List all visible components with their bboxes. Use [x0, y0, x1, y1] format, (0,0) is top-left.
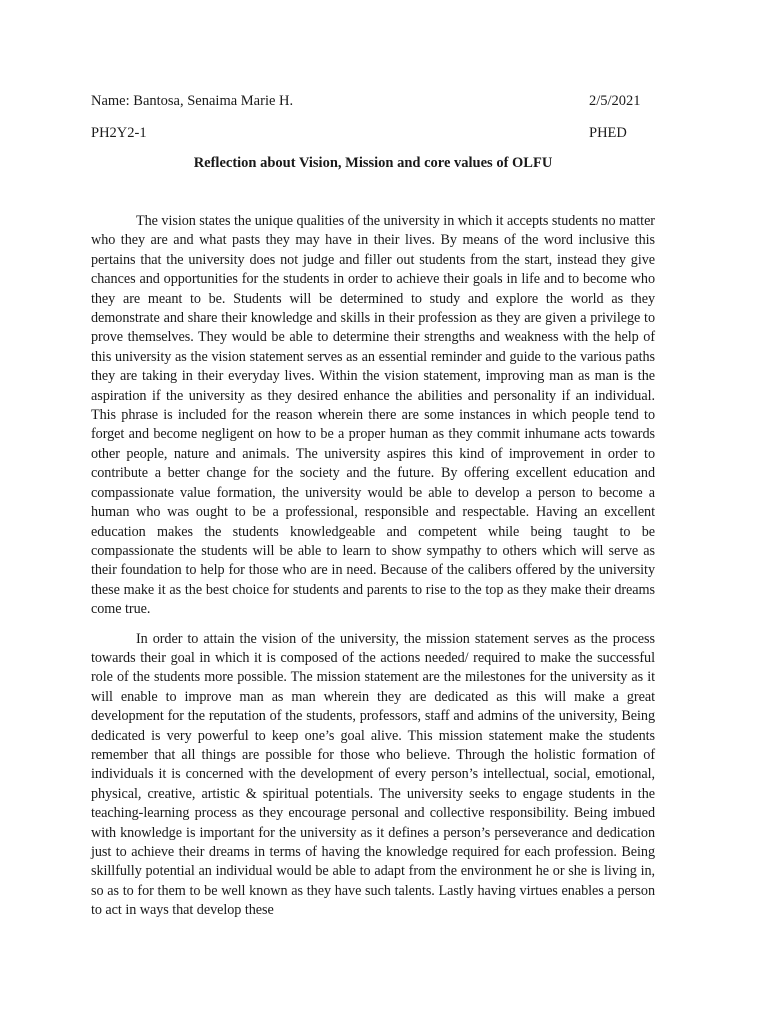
student-name: Name: Bantosa, Senaima Marie H.: [91, 93, 294, 109]
document-date: 2/5/2021: [589, 93, 641, 109]
subject-code: PHED: [589, 125, 627, 141]
paragraph-mission: In order to attain the vision of the university, the mission statement serves as the process towards their goal in which it is composed of the actions needed/ required to make the successful role of the students more possible. The mission statement are the milestones for the university as it will enable to improve man as man wherein they are dedicated as this will make a great development for the reputation of the students, professors, staff and admins of the university, Being dedicated is very powerful to keep one’s goal alive. This mission statement make the students remember that all things are possible for those who believe. Through the holistic formation of individuals it is concerned with the development of every person’s intellectual, social, emotional, physical, creative, artistic & spiritual potentials. The university seeks to engage students in the teaching-learning process as they encourage personal and collective responsibility. Being imbued with knowledge is important for the university as it defines a person’s perseverance and dedication just to achieve their dreams in terms of having the knowledge required for each profession. Being skillfully potential an individual would be able to adapt from the environment he or she is living in, so as to for them to be well known as they have such talents. Lastly having virtues enables a person to act in ways that develop these: [91, 630, 655, 919]
section-code: PH2Y2-1: [91, 125, 147, 141]
paragraph-vision: The vision states the unique qualities of the university in which it accepts students no matter who they are and what pasts they may have in their lives. By means of the word inclusive this pertains that the university does not judge and filler out students from the start, instead they give chances and opportunities for the students in order to achieve their goals in life and to become who they are meant to be. Students will be determined to study and explore the world as they demonstrate and share their knowledge and skills in their profession as they are given a privilege to prove themselves. They would be able to determine their strengths and weakness with the help of this university as the vision statement serves as an essential reminder and guide to the various paths they are taking in their everyday lives. Within the vision statement, improving man as man is the aspiration if the university as they desired enhance the abilities and personality if an individual. This phrase is included for the reason wherein there are some instances in which people tend to forget and become negligent on how to be a proper human as they commit inhumane acts towards other people, nature and animals. The university aspires this kind of improvement in order to contribute a better change for the society and the future. By offering excellent education and compassionate value formation, the university would be able to develop a person to become a human who was ought to be a professional, responsible and respectable. Having an excellent education makes the students knowledgeable and competent while being taught to be compassionate the students will be able to learn to show sympathy to others which will serve as their foundation to help for those who are in need. Because of the calibers offered by the university these make it as the best choice for students and parents to rise to the top as they make their dreams come true.: [91, 213, 655, 618]
document-title: Reflection about Vision, Mission and core values of OLFU: [193, 155, 553, 171]
header-row-section-subject: [91, 124, 655, 142]
header-row-name-date: [91, 92, 655, 110]
